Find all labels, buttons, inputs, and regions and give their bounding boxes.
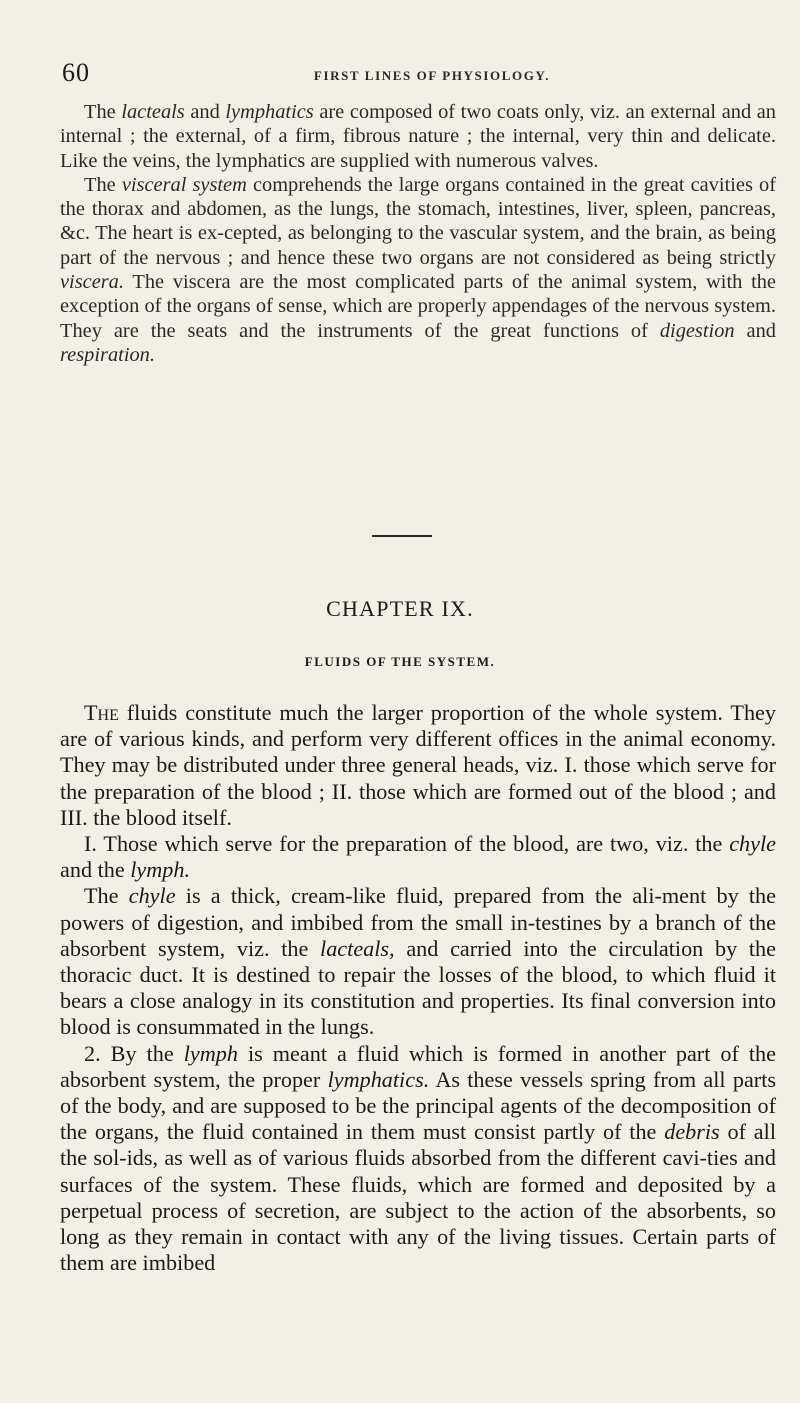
preceding-section-text [60,100,776,367]
text-run: is a thick, cream-like fluid, prepared from the ali-ment by the powers of digestion, and imbibed from the small in-testines by a branch of the absorbent system, viz. the [60,883,777,961]
text-run: The [84,883,129,909]
chapter-body [60,700,776,1276]
chapter-subtitle: FLUIDS OF THE SYSTEM. [304,654,496,669]
italic-term: lymphatics [225,101,314,123]
italic-term: visceral system [121,173,247,196]
italic-term: lacteals [121,101,185,123]
paragraph-fluids-intro [60,700,776,831]
text-run: 2. By the [84,1040,184,1066]
italic-term: lymph [183,1040,238,1066]
paragraph-chyle [60,883,776,1040]
text-run: is meant a fluid which is formed in another part of the absorbent system, the proper [60,1040,776,1092]
italic-term: chyle [729,831,776,857]
italic-term: viscera. [60,271,124,294]
chapter-title: CHAPTER IX. [326,596,474,621]
text-run: are composed of two coats only, viz. an external and an internal ; the external, of a firm, fibrous nature ; the internal, very thin and delicate. Like the veins, the lymphatics are supplied with numerous valves. [60,101,776,172]
text-run: and [734,319,776,342]
text-run: comprehends the large organs contained in the great cavities of the thorax and abdomen, as the lungs, the stomach, intestines, liver, spleen, pancreas, &c. The heart is ex-cepted, as belonging to the vascular system, and the brain, as being part of the nervous ; and hence these two organs are not considered as being strictly [60,173,776,269]
italic-term: digestion [659,319,735,342]
text-run: As these vessels spring from all parts of the body, and are supposed to be the principal agents of the decomposition of the organs, the fluid contained in them must consist partly of the [60,1066,776,1145]
paragraph-visceral-system [60,173,776,367]
section-divider [372,535,432,537]
text-run: The viscera are the most complicated parts of the animal system, with the exception of the organs of sense, which are properly appendages of the nervous system. They are the seats and the instruments of the great functions of [60,271,776,342]
text-run: fluids constitute much the larger proportion of the whole system. They are of various kinds, and perform very different offices in the animal economy. They may be distributed under three general heads, viz. I. those which serve for the preparation of the blood ; II. those which are formed out of the blood ; and III. the blood itself. [60,700,776,830]
paragraph-lacteals [60,100,776,173]
page-header [62,58,762,88]
page-number: 60 [62,58,90,87]
italic-term: debris [664,1119,720,1145]
italic-term: respiration. [60,343,155,366]
running-head: FIRST LINES OF PHYSIOLOGY. [313,68,551,83]
text-run: The [84,101,122,123]
paragraph-lymph [60,1041,776,1277]
paragraph-preparation-of-blood [60,831,776,883]
small-caps-word: The [84,700,119,725]
italic-term: lymphatics. [327,1066,430,1092]
text-run: The [84,173,122,196]
italic-term: lacteals, [320,935,395,961]
text-run: of all the sol-ids, as well as of various fluids absorbed from the different cavi-ties and surfaces of the system. These fluids, which are formed and deposited by a perpetual process of secretion, are subject to the action of the absorbents, so long as they remain in contact with any of the living tissues. Certain parts of them are imbibed [60,1119,776,1276]
text-run: and the [60,857,131,883]
italic-term: lymph. [130,857,191,883]
italic-term: chyle [128,883,176,909]
text-run: I. Those which serve for the preparation of the blood, are two, viz. the [84,831,730,857]
text-run: and [184,101,226,123]
text-run: and carried into the circulation by the thoracic duct. It is destined to repair the losses of the blood, to which fluid it bears a close analogy in its constitution and properties. Its final conversion into blood is consummated in the lungs. [60,935,776,1040]
